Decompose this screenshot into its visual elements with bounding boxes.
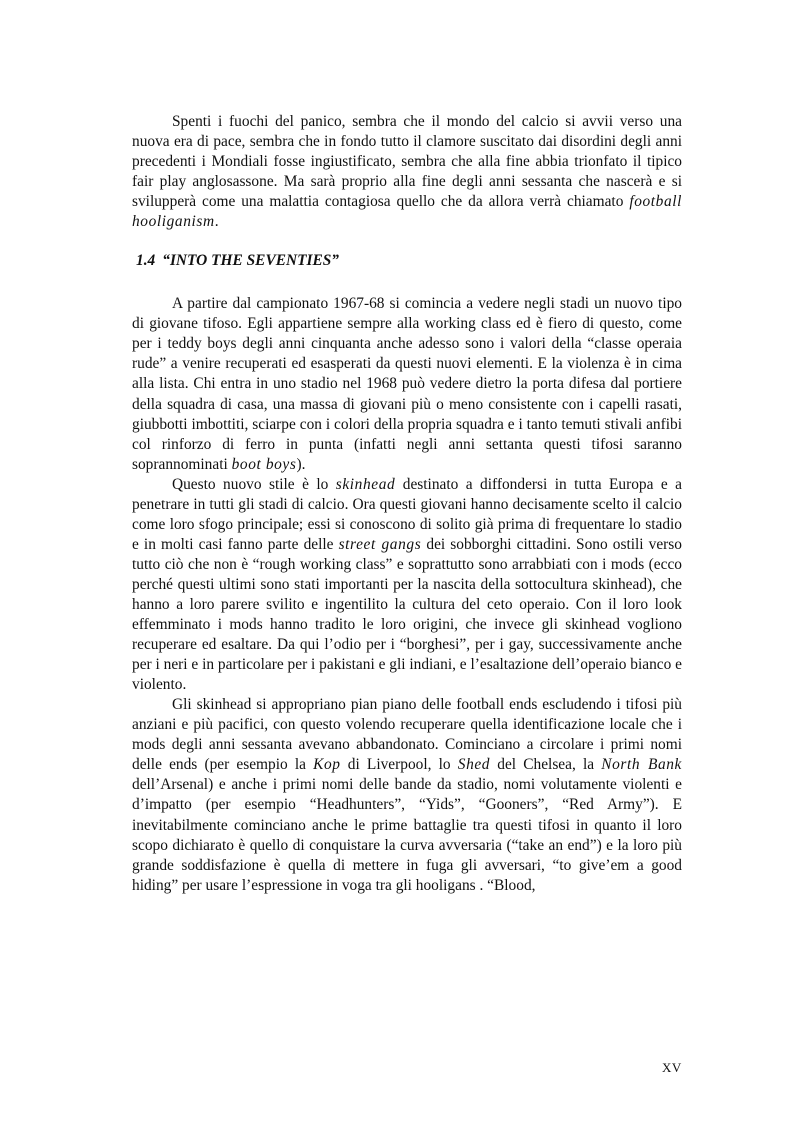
p1-emphasis-boot-boys: boot boys [231, 455, 297, 473]
section-number: 1.4 [136, 252, 156, 270]
paragraph-3 [132, 695, 682, 895]
intro-text-2: . [214, 213, 219, 231]
p2-emphasis-street-gangs: street gangs [338, 535, 422, 553]
p2-text-3: dei sobborghi cittadini. Sono ostili verso tutto ciò che non è “rough working class” e soprattutto sono arrabbiati con i mods (ecco perché questi ultimi sono stati importanti per la nascita della sottocultura skinhead), che hanno a loro parere svilito e ingentilito la cultura del ceto operaio. Con il loro look effemminato i mods hanno tradito le loro origini, che invece gli skinhead vogliono recuperare ed esaltare. Da qui l’odio per i “borghesi”, per i gay, successivamente anche per i neri e in particolare per i pakistani e gli indiani, e l’esaltazione dell’operaio bianco e violento. [132, 535, 682, 694]
p2-emphasis-skinhead: skinhead [335, 475, 396, 493]
p3-text-1: Gli skinhead si appropriano pian piano delle football ends escludendo i tifosi più anziani e più pacifici, con questo volendo recuperare quella identificazione locale che i mods degli anni sessanta avevano abbandonato. Cominciano a circolare i primi nomi delle ends (per esempio la [132, 696, 682, 774]
intro-paragraph [132, 112, 682, 232]
section-title: “INTO THE SEVENTIES” [162, 252, 340, 270]
p3-text-2: di Liverpool, lo [340, 756, 458, 774]
p3-text-4: dell’Arsenal) e anche i primi nomi delle bande da stadio, nomi volutamente violenti e d’impatto (per esempio “Headhunters”, “Yids”, “Gooners”, “Red Army”). E inevitabilmente cominciano anche le prime battaglie tra questi tifosi in quanto il loro scopo dichiarato è quello di conquistare la curva avversaria (“take an end”) e la loro più grande soddisfazione è quella di mettere in fuga gli avversari, “to give’em a good hiding” per usare l’espressione in voga tra gli hooligans . “Blood, [132, 776, 682, 894]
paragraph-2 [132, 475, 682, 696]
p3-text-3: del Chelsea, la [490, 756, 602, 774]
intro-text-1: Spenti i fuochi del panico, sembra che il mondo del calcio si avvii verso una nuova era di pace, sembra che in fondo tutto il clamore suscitato dai disordini degli anni precedenti i Mondiali fosse ingiustificato, sembra che alla fine abbia trionfato il tipico fair play anglosassone. Ma sarà proprio alla fine degli anni sessanta che nascerà e si svilupperà come una malattia contagiosa quello che da allora verrà chiamato [132, 113, 682, 211]
p1-text-1: A partire dal campionato 1967-68 si comincia a vedere negli stadi un nuovo tipo di giovane tifoso. Egli appartiene sempre alla working class ed è fiero di questo, come per i teddy boys degli anni cinquanta anche adesso sono i valori della “classe operaia rude” a venire recuperati ed esasperati da questi nuovi elementi. E la violenza è in cima alla lista. Chi entra in uno stadio nel 1968 può vedere dietro la porta difesa dal portiere della squadra di casa, una massa di giovani più o meno consistente con i capelli rasati, giubbotti imbottiti, sciarpe con i colori della propria squadra e i tanto temuti stivali anfibi col rinforzo di ferro in punta (infatti negli anni settanta questi tifosi saranno soprannominati [132, 295, 682, 473]
section-heading [136, 251, 682, 271]
paragraph-1 [132, 294, 682, 474]
p2-text-2: destinato a diffondersi in tutta Europa e a penetrare in tutti gli stadi di calcio. Ora questi giovani hanno decisamente scelto il calcio come loro sfogo principale; essi si conoscono di solito già prima di frequentare lo stadio e in molti casi fanno parte delle [132, 475, 682, 553]
body-text [132, 112, 682, 896]
p1-text-2: ). [296, 455, 306, 473]
intro-emphasis-football-hooliganism: football hooliganism [132, 193, 682, 231]
p3-emphasis-shed: Shed [457, 756, 491, 774]
p3-emphasis-kop: Kop [313, 756, 341, 774]
p2-text-1: Questo nuovo stile è lo [172, 475, 336, 493]
page-number: XV [662, 1060, 682, 1075]
p3-emphasis-north-bank: North Bank [601, 756, 682, 774]
